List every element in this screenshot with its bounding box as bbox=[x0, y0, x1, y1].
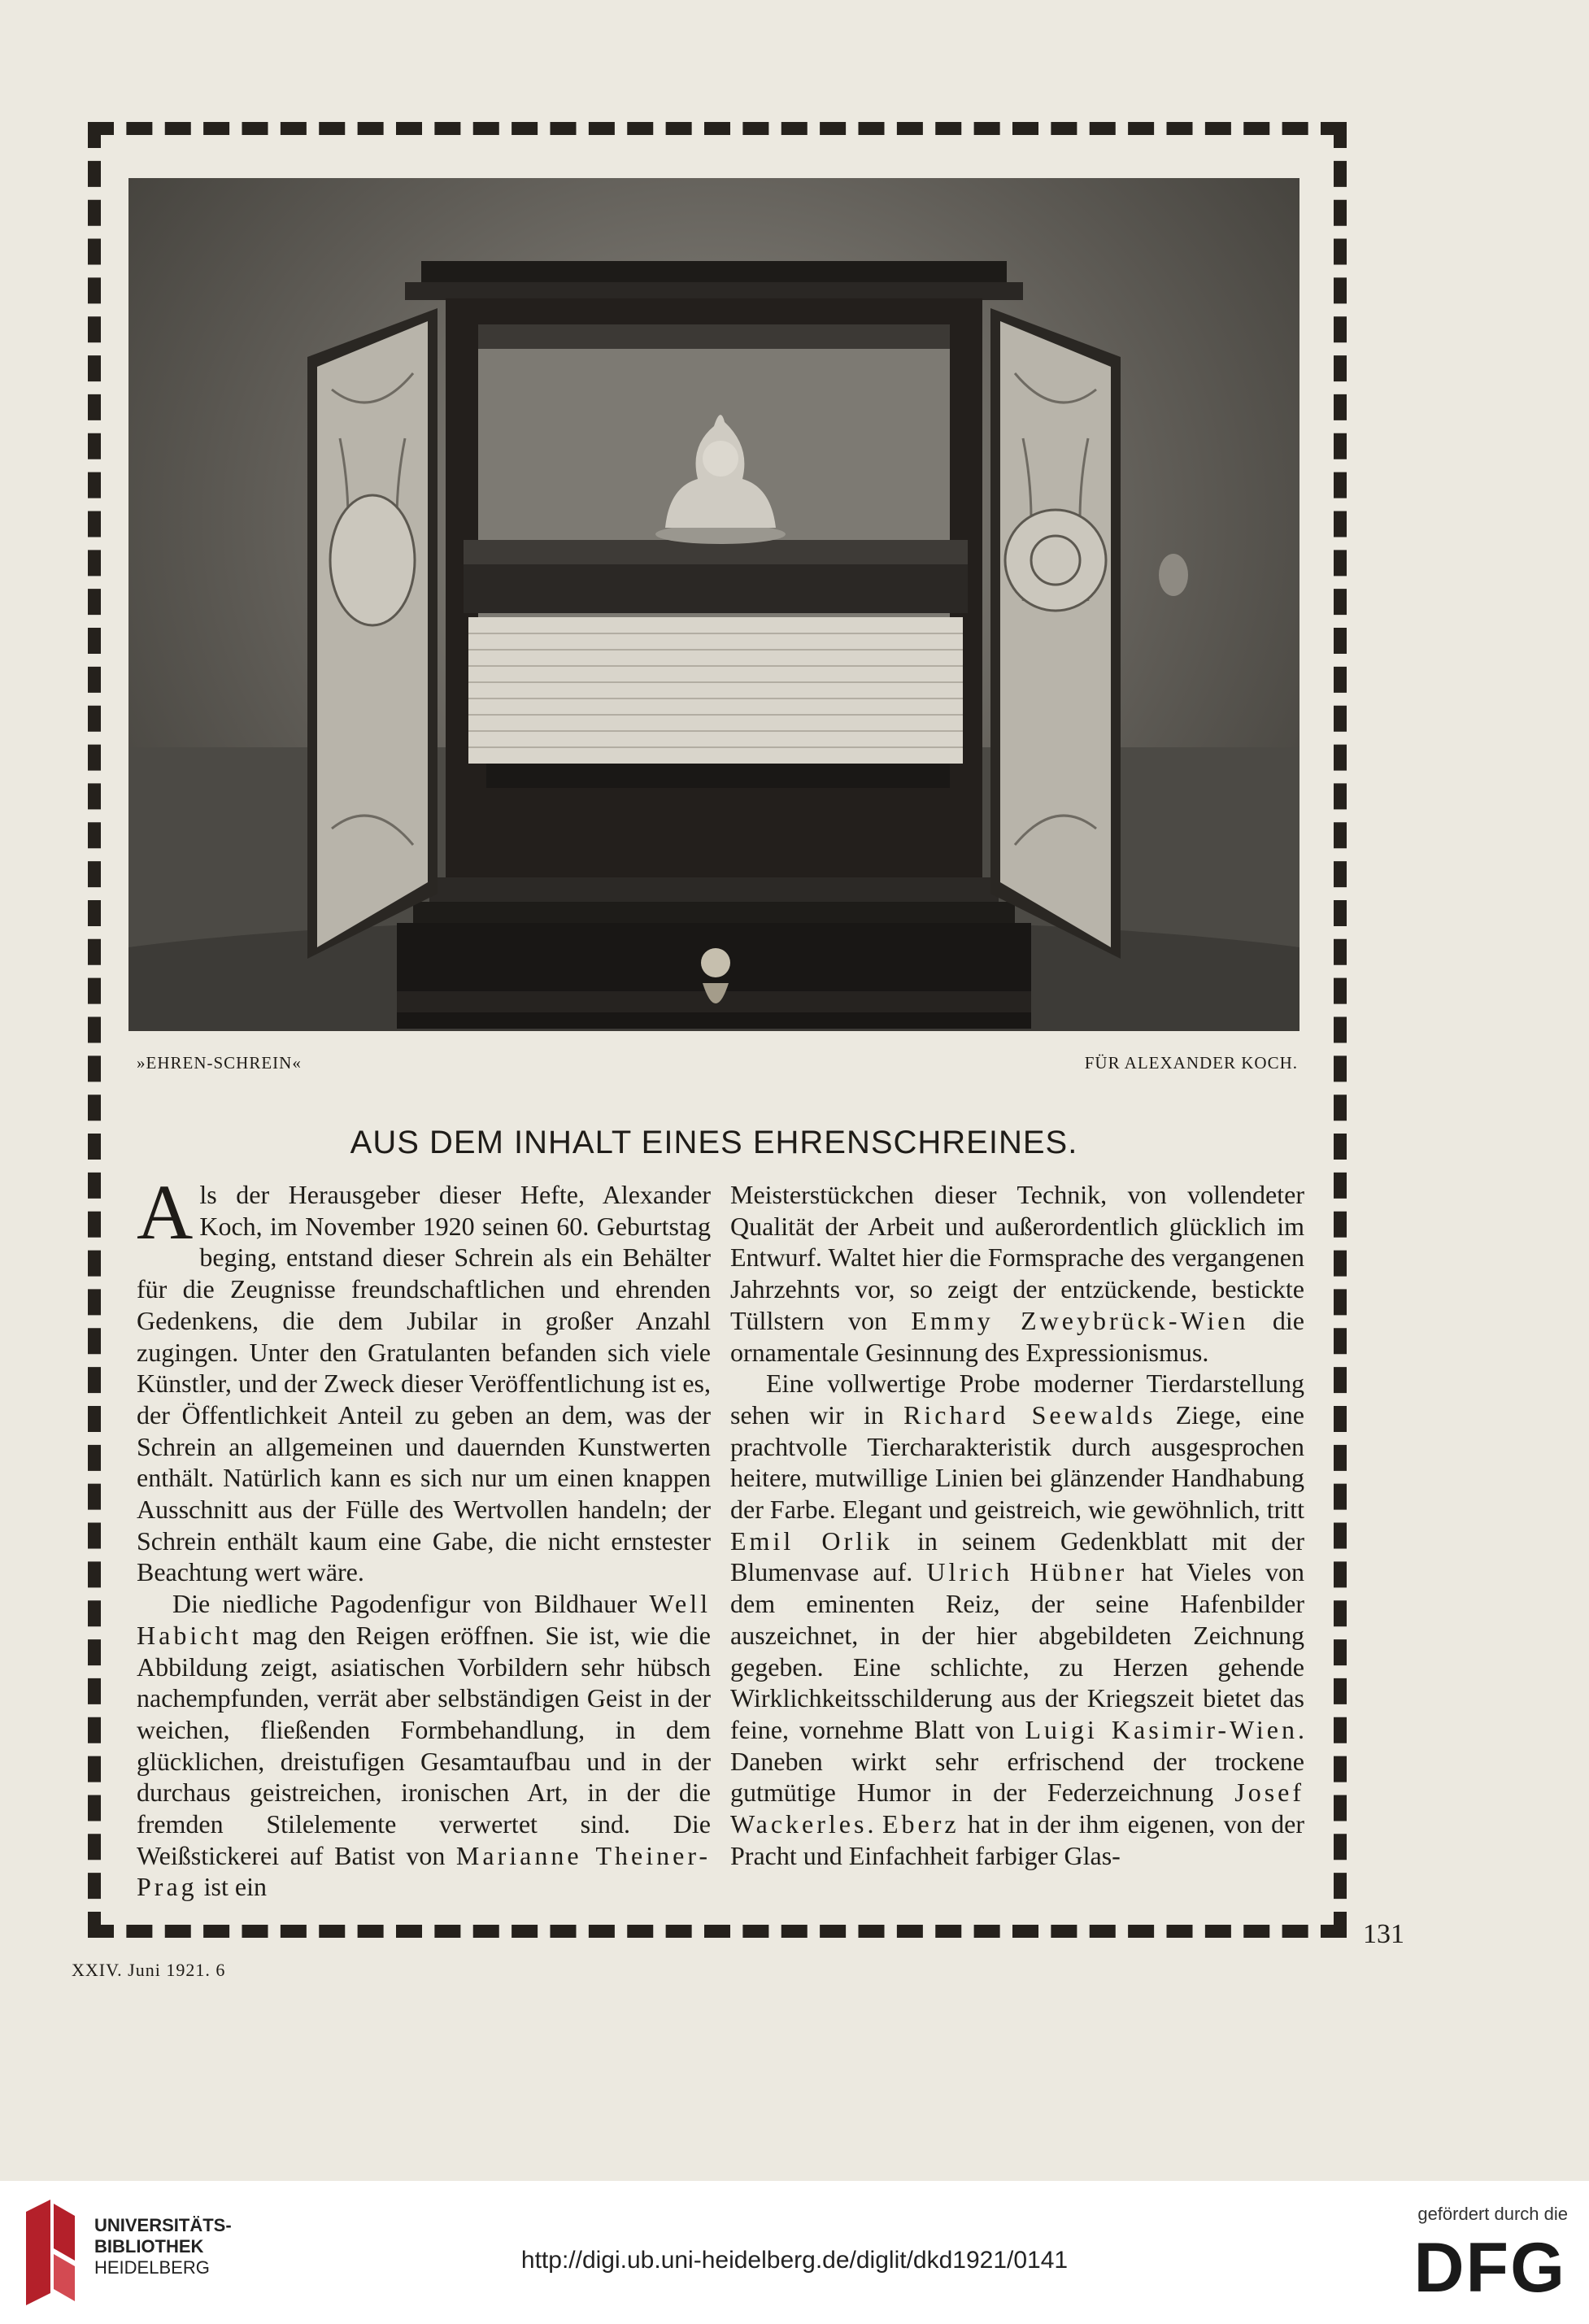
drop-cap: A bbox=[137, 1169, 194, 1256]
paragraph: Meisterstückchen dieser Technik, von vollendeter Qualität der Arbeit und außerordentlich glücklich im Entwurf. Waltet hier die Formsprache des vergangenen Jahrzehnts vor, so zeigt der entzückende, bestickte Tüllstern von Emmy Zweybrück-Wien die ornamentale Gesinnung des Expressionismus. bbox=[730, 1180, 1305, 1367]
artist-name: Richard Seewalds bbox=[903, 1399, 1156, 1430]
artist-name: Eberz bbox=[882, 1809, 960, 1839]
photo-caption-right: FÜR ALEXANDER KOCH. bbox=[1084, 1053, 1298, 1073]
issue-line: XXIV. Juni 1921. 6 bbox=[72, 1960, 226, 1980]
paragraph: Eine vollwertige Probe moderner Tierdarstellung sehen wir in Richard Seewalds Ziege, eine prachtvolle Tiercharakteristik durch ausgesprochen heitere, mutwillige Linien bei glänzender Handhabung der Farbe. Elegant und geistreich, wie gewöhnlich, tritt Emil Orlik in seinem Gedenkblatt mit der Blumenvase auf. Ulrich Hübner hat Vieles von dem eminenten Reiz, der seine Hafenbilder auszeichnet, in der hier abgebildeten Zeichnung gegeben. Eine schlichte, zu Herzen gehende Wirklichkeitsschilderung aus der Kriegszeit bietet das feine, vornehme Blatt von Luigi Kasimir-Wien. Daneben wirkt sehr erfrischend der trockene gutmütige Humor in der Federzeichnung Josef Wackerles. Eberz hat in der ihm eigenen, von der Pracht und Einfachheit farbiger Glas- bbox=[730, 1369, 1305, 1870]
funding-note: gefördert durch die bbox=[1417, 2204, 1568, 2224]
photo-caption-left: »EHREN-SCHREIN« bbox=[137, 1053, 302, 1073]
permalink-url[interactable]: http://digi.ub.uni-heidelberg.de/diglit/dkd1921/0141 bbox=[520, 2247, 1069, 2274]
artist-name: Ulrich Hübner bbox=[926, 1557, 1128, 1587]
artist-name: Well Habicht bbox=[137, 1589, 711, 1650]
artist-name: Emil Orlik bbox=[730, 1525, 893, 1556]
article-title: AUS DEM INHALT EINES EHRENSCHREINES. bbox=[350, 1125, 1078, 1160]
artist-name: Emmy Zweybrück-Wien bbox=[911, 1305, 1249, 1335]
shrine-photograph bbox=[128, 178, 1299, 1031]
article-column-right bbox=[730, 1179, 1304, 1871]
artist-name: Luigi Kasimir-Wien bbox=[1025, 1714, 1299, 1744]
dfg-logo: DFG bbox=[1413, 2229, 1566, 2307]
article-column-left bbox=[137, 1169, 712, 1903]
university-library-name: UNIVERSITÄTS- BIBLIOTHEK HEIDELBERG bbox=[94, 2215, 232, 2278]
artist-name: Marianne Theiner-Prag bbox=[137, 1840, 712, 1902]
paragraph: Die niedliche Pagodenfigur von Bildhauer Well Habicht mag den Reigen eröffnen. Sie ist, wie die Abbildung zeigt, asiatischen Vorbildern sehr hübsch nachempfunden, verrät aber selbständigen Geist in der weichen, fließenden Formbehandlung, in dem glücklichen, dreistufigen Gesamtaufbau und in der durchaus geistreichen, ironischen Art, in der die fremden Stilelemente verwertet sind. Die Weißstickerei auf Batist von Marianne Theiner-Prag ist ein bbox=[137, 1589, 712, 1902]
page-number: 131 bbox=[1363, 1919, 1404, 1949]
paragraph: Als der Herausgeber dieser Hefte, Alexander Koch, im November 1920 seinen 60. Geburtstag beging, entstand dieser Schrein als ein Behälter für die Zeugnisse freundschaftlichen und ehrenden Gedenkens, die dem Jubilar in großer Anzahl zugingen. Unter den Gratulanten befanden sich viele Künstler, und der Zweck dieser Veröffentlichung ist es, der Öffentlichkeit Anteil zu geben an dem, was der Schrein an allgemeinen und dauernden Kunstwerten enthält. Natürlich kann es sich nur um einen knappen Ausschnitt aus der Fülle des Wertvollen handeln; der Schrein enthält kaum eine Gabe, die nicht ernstester Beachtung wert wäre. bbox=[137, 1169, 711, 1587]
artist-name: Josef Wackerles bbox=[730, 1778, 1304, 1839]
